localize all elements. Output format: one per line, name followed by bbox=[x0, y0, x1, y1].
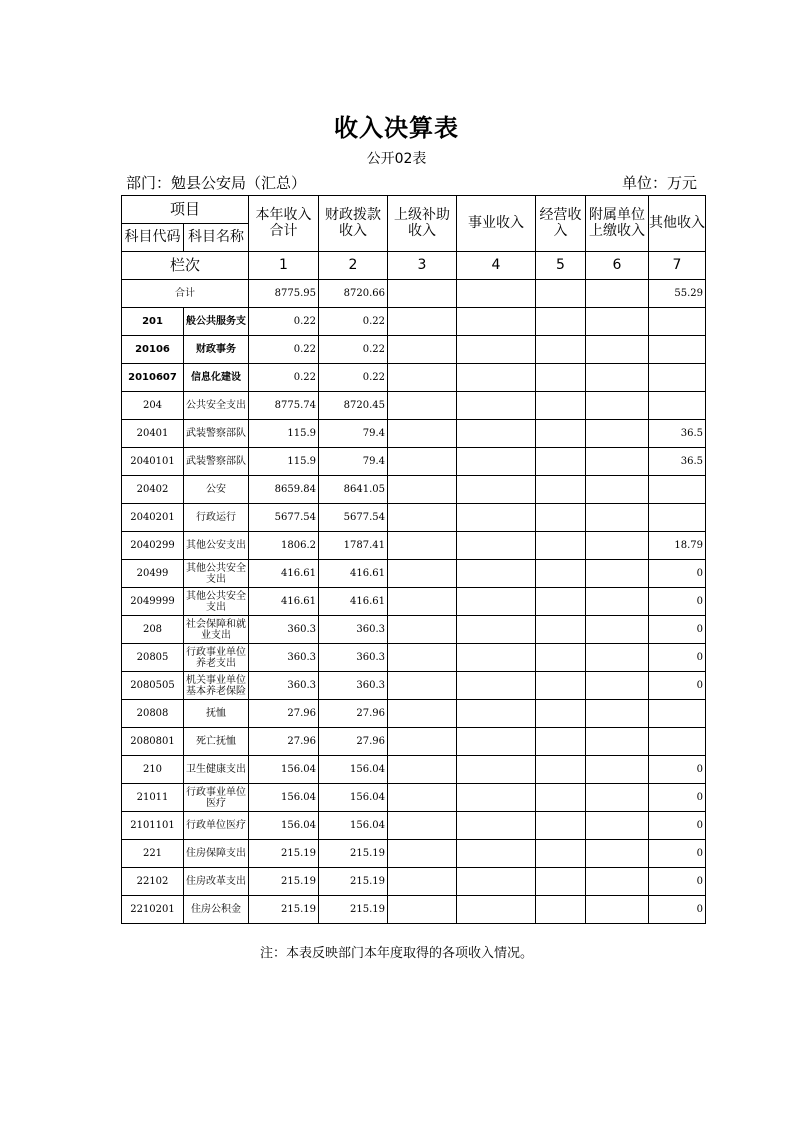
empty-cell bbox=[388, 560, 457, 588]
empty-cell bbox=[388, 532, 457, 560]
other-cell: 0 bbox=[649, 672, 706, 700]
fiscal-cell: 360.3 bbox=[319, 616, 388, 644]
other-cell bbox=[649, 336, 706, 364]
table-row bbox=[122, 560, 706, 588]
name-cell: 住房改革支出 bbox=[184, 868, 249, 896]
other-cell: 0 bbox=[649, 896, 706, 924]
empty-cell bbox=[388, 700, 457, 728]
table-row bbox=[122, 532, 706, 560]
total-cell: 115.9 bbox=[249, 448, 319, 476]
total-cell: 360.3 bbox=[249, 616, 319, 644]
code-cell: 2010607 bbox=[122, 364, 184, 392]
table-row bbox=[122, 476, 706, 504]
name-cell: 行政事业单位医疗 bbox=[184, 784, 249, 812]
header-index: 1 bbox=[249, 252, 319, 280]
total-cell: 27.96 bbox=[249, 700, 319, 728]
fiscal-cell: 156.04 bbox=[319, 756, 388, 784]
total-cell: 156.04 bbox=[249, 756, 319, 784]
total-cell: 1806.2 bbox=[249, 532, 319, 560]
empty-cell bbox=[457, 308, 536, 336]
total-cell: 8775.74 bbox=[249, 392, 319, 420]
empty-cell bbox=[388, 672, 457, 700]
fiscal-cell: 215.19 bbox=[319, 840, 388, 868]
empty-cell bbox=[388, 308, 457, 336]
code-cell: 2101101 bbox=[122, 812, 184, 840]
fiscal-cell: 0.22 bbox=[319, 308, 388, 336]
name-cell: 机关事业单位基本养老保险 bbox=[184, 672, 249, 700]
empty-cell bbox=[586, 392, 649, 420]
empty-cell bbox=[586, 504, 649, 532]
code-cell: 20808 bbox=[122, 700, 184, 728]
header-superior: 上级补助收入 bbox=[388, 196, 457, 252]
empty-cell bbox=[586, 448, 649, 476]
table-row bbox=[122, 728, 706, 756]
other-cell: 0 bbox=[649, 616, 706, 644]
total-label: 合计 bbox=[122, 280, 249, 308]
empty-cell bbox=[536, 896, 586, 924]
table-row bbox=[122, 644, 706, 672]
empty-cell bbox=[388, 448, 457, 476]
empty-cell bbox=[457, 588, 536, 616]
other-cell bbox=[649, 364, 706, 392]
empty-cell bbox=[388, 756, 457, 784]
fiscal-cell: 8720.66 bbox=[319, 280, 388, 308]
name-cell: 行政运行 bbox=[184, 504, 249, 532]
table-row bbox=[122, 336, 706, 364]
other-cell: 0 bbox=[649, 812, 706, 840]
empty-cell bbox=[457, 728, 536, 756]
header-code: 科目代码 bbox=[122, 224, 184, 252]
code-cell: 210 bbox=[122, 756, 184, 784]
empty-cell bbox=[457, 756, 536, 784]
table-row bbox=[122, 420, 706, 448]
table-row bbox=[122, 308, 706, 336]
total-cell: 5677.54 bbox=[249, 504, 319, 532]
empty-cell bbox=[388, 616, 457, 644]
empty-cell bbox=[536, 728, 586, 756]
name-cell: 社会保障和就业支出 bbox=[184, 616, 249, 644]
empty-cell bbox=[586, 616, 649, 644]
empty-cell bbox=[388, 364, 457, 392]
table-row bbox=[122, 616, 706, 644]
code-cell: 208 bbox=[122, 616, 184, 644]
empty-cell bbox=[457, 280, 536, 308]
empty-cell bbox=[536, 756, 586, 784]
fiscal-cell: 79.4 bbox=[319, 448, 388, 476]
empty-cell bbox=[586, 588, 649, 616]
fiscal-cell: 8641.05 bbox=[319, 476, 388, 504]
header-business: 事业收入 bbox=[457, 196, 536, 252]
fiscal-cell: 27.96 bbox=[319, 700, 388, 728]
total-cell: 115.9 bbox=[249, 420, 319, 448]
empty-cell bbox=[536, 392, 586, 420]
fiscal-cell: 1787.41 bbox=[319, 532, 388, 560]
table-row bbox=[122, 784, 706, 812]
empty-cell bbox=[388, 812, 457, 840]
header-index: 4 bbox=[457, 252, 536, 280]
code-cell: 20401 bbox=[122, 420, 184, 448]
fiscal-cell: 156.04 bbox=[319, 812, 388, 840]
page-title: 收入决算表 bbox=[334, 114, 459, 142]
empty-cell bbox=[388, 784, 457, 812]
table-row bbox=[122, 672, 706, 700]
empty-cell bbox=[388, 896, 457, 924]
empty-cell bbox=[536, 532, 586, 560]
table-row bbox=[122, 700, 706, 728]
empty-cell bbox=[586, 476, 649, 504]
table-row bbox=[122, 588, 706, 616]
fiscal-cell: 0.22 bbox=[319, 336, 388, 364]
empty-cell bbox=[586, 532, 649, 560]
other-cell bbox=[649, 728, 706, 756]
empty-cell bbox=[388, 504, 457, 532]
other-cell: 0 bbox=[649, 784, 706, 812]
total-row bbox=[122, 280, 706, 308]
other-cell: 0 bbox=[649, 756, 706, 784]
empty-cell bbox=[586, 420, 649, 448]
fiscal-cell: 215.19 bbox=[319, 896, 388, 924]
name-cell: 财政事务 bbox=[184, 336, 249, 364]
empty-cell bbox=[457, 420, 536, 448]
total-cell: 8775.95 bbox=[249, 280, 319, 308]
table-row bbox=[122, 504, 706, 532]
empty-cell bbox=[586, 784, 649, 812]
code-cell: 20805 bbox=[122, 644, 184, 672]
total-cell: 0.22 bbox=[249, 308, 319, 336]
table-body bbox=[122, 280, 706, 924]
code-cell: 20499 bbox=[122, 560, 184, 588]
empty-cell bbox=[457, 868, 536, 896]
total-cell: 27.96 bbox=[249, 728, 319, 756]
other-cell bbox=[649, 700, 706, 728]
table-number: 公开02表 bbox=[366, 151, 427, 167]
empty-cell bbox=[457, 560, 536, 588]
header-project: 项目 bbox=[122, 196, 249, 224]
empty-cell bbox=[457, 392, 536, 420]
empty-cell bbox=[457, 840, 536, 868]
total-cell: 416.61 bbox=[249, 560, 319, 588]
empty-cell bbox=[586, 868, 649, 896]
other-cell: 0 bbox=[649, 868, 706, 896]
empty-cell bbox=[536, 616, 586, 644]
code-cell: 20402 bbox=[122, 476, 184, 504]
header-fiscal: 财政拨款收入 bbox=[319, 196, 388, 252]
empty-cell bbox=[536, 504, 586, 532]
code-cell: 221 bbox=[122, 840, 184, 868]
empty-cell bbox=[536, 812, 586, 840]
empty-cell bbox=[586, 280, 649, 308]
empty-cell bbox=[388, 420, 457, 448]
fiscal-cell: 156.04 bbox=[319, 784, 388, 812]
fiscal-cell: 360.3 bbox=[319, 644, 388, 672]
empty-cell bbox=[536, 476, 586, 504]
empty-cell bbox=[586, 336, 649, 364]
other-cell: 0 bbox=[649, 588, 706, 616]
code-cell: 2040299 bbox=[122, 532, 184, 560]
empty-cell bbox=[388, 728, 457, 756]
empty-cell bbox=[536, 280, 586, 308]
empty-cell bbox=[457, 476, 536, 504]
code-cell: 2040101 bbox=[122, 448, 184, 476]
empty-cell bbox=[536, 336, 586, 364]
table-row bbox=[122, 868, 706, 896]
other-cell: 36.5 bbox=[649, 420, 706, 448]
fiscal-cell: 416.61 bbox=[319, 560, 388, 588]
name-cell: 信息化建设 bbox=[184, 364, 249, 392]
total-cell: 215.19 bbox=[249, 840, 319, 868]
empty-cell bbox=[388, 280, 457, 308]
empty-cell bbox=[586, 700, 649, 728]
total-cell: 0.22 bbox=[249, 364, 319, 392]
fiscal-cell: 0.22 bbox=[319, 364, 388, 392]
fiscal-cell: 27.96 bbox=[319, 728, 388, 756]
name-cell: 住房保障支出 bbox=[184, 840, 249, 868]
empty-cell bbox=[586, 560, 649, 588]
empty-cell bbox=[457, 532, 536, 560]
code-cell: 2040201 bbox=[122, 504, 184, 532]
other-cell bbox=[649, 308, 706, 336]
name-cell: 武装警察部队 bbox=[184, 448, 249, 476]
other-cell: 0 bbox=[649, 560, 706, 588]
empty-cell bbox=[536, 364, 586, 392]
empty-cell bbox=[586, 364, 649, 392]
empty-cell bbox=[388, 476, 457, 504]
table-row bbox=[122, 840, 706, 868]
empty-cell bbox=[586, 840, 649, 868]
code-cell: 2080801 bbox=[122, 728, 184, 756]
total-cell: 0.22 bbox=[249, 336, 319, 364]
name-cell: 行政单位医疗 bbox=[184, 812, 249, 840]
total-cell: 215.19 bbox=[249, 896, 319, 924]
empty-cell bbox=[586, 308, 649, 336]
fiscal-cell: 79.4 bbox=[319, 420, 388, 448]
name-cell: 公共安全支出 bbox=[184, 392, 249, 420]
empty-cell bbox=[586, 756, 649, 784]
empty-cell bbox=[536, 784, 586, 812]
other-cell: 0 bbox=[649, 840, 706, 868]
empty-cell bbox=[536, 700, 586, 728]
header-operating: 经营收入 bbox=[536, 196, 586, 252]
total-cell: 8659.84 bbox=[249, 476, 319, 504]
empty-cell bbox=[536, 588, 586, 616]
empty-cell bbox=[536, 868, 586, 896]
empty-cell bbox=[536, 448, 586, 476]
empty-cell bbox=[457, 644, 536, 672]
code-cell: 2080505 bbox=[122, 672, 184, 700]
total-cell: 156.04 bbox=[249, 784, 319, 812]
name-cell: 其他公共安全支出 bbox=[184, 588, 249, 616]
name-cell: 死亡抚恤 bbox=[184, 728, 249, 756]
empty-cell bbox=[388, 644, 457, 672]
table-row bbox=[122, 756, 706, 784]
empty-cell bbox=[457, 504, 536, 532]
other-cell: 55.29 bbox=[649, 280, 706, 308]
name-cell: 其他公安支出 bbox=[184, 532, 249, 560]
code-cell: 20106 bbox=[122, 336, 184, 364]
code-cell: 2210201 bbox=[122, 896, 184, 924]
empty-cell bbox=[388, 868, 457, 896]
table-row bbox=[122, 896, 706, 924]
code-cell: 204 bbox=[122, 392, 184, 420]
fiscal-cell: 8720.45 bbox=[319, 392, 388, 420]
other-cell bbox=[649, 504, 706, 532]
table-row bbox=[122, 364, 706, 392]
header-index: 7 bbox=[649, 252, 706, 280]
code-cell: 21011 bbox=[122, 784, 184, 812]
empty-cell bbox=[536, 560, 586, 588]
empty-cell bbox=[586, 896, 649, 924]
empty-cell bbox=[457, 448, 536, 476]
empty-cell bbox=[388, 336, 457, 364]
other-cell: 0 bbox=[649, 644, 706, 672]
empty-cell bbox=[457, 700, 536, 728]
fiscal-cell: 416.61 bbox=[319, 588, 388, 616]
name-cell: 行政事业单位养老支出 bbox=[184, 644, 249, 672]
empty-cell bbox=[388, 840, 457, 868]
unit-label: 单位：万元 bbox=[621, 174, 697, 192]
empty-cell bbox=[586, 644, 649, 672]
name-cell: 抚恤 bbox=[184, 700, 249, 728]
empty-cell bbox=[586, 672, 649, 700]
empty-cell bbox=[457, 896, 536, 924]
header-affiliated: 附属单位上缴收入 bbox=[586, 196, 649, 252]
empty-cell bbox=[536, 672, 586, 700]
total-cell: 215.19 bbox=[249, 868, 319, 896]
code-cell: 2049999 bbox=[122, 588, 184, 616]
name-cell: 卫生健康支出 bbox=[184, 756, 249, 784]
other-cell bbox=[649, 392, 706, 420]
name-cell: 公安 bbox=[184, 476, 249, 504]
table-row bbox=[122, 392, 706, 420]
empty-cell bbox=[388, 588, 457, 616]
other-cell: 36.5 bbox=[649, 448, 706, 476]
department-label: 部门：勉县公安局（汇总） bbox=[126, 174, 307, 192]
other-cell: 18.79 bbox=[649, 532, 706, 560]
header-index: 5 bbox=[536, 252, 586, 280]
name-cell: 般公共服务支 bbox=[184, 308, 249, 336]
name-cell: 武装警察部队 bbox=[184, 420, 249, 448]
header-index: 6 bbox=[586, 252, 649, 280]
empty-cell bbox=[536, 840, 586, 868]
empty-cell bbox=[457, 672, 536, 700]
empty-cell bbox=[388, 392, 457, 420]
empty-cell bbox=[457, 364, 536, 392]
empty-cell bbox=[536, 644, 586, 672]
table-row bbox=[122, 812, 706, 840]
empty-cell bbox=[457, 812, 536, 840]
code-cell: 201 bbox=[122, 308, 184, 336]
header-index: 2 bbox=[319, 252, 388, 280]
fiscal-cell: 5677.54 bbox=[319, 504, 388, 532]
empty-cell bbox=[457, 616, 536, 644]
empty-cell bbox=[536, 420, 586, 448]
empty-cell bbox=[457, 784, 536, 812]
header-index-label: 栏次 bbox=[122, 252, 249, 280]
other-cell bbox=[649, 476, 706, 504]
header-index: 3 bbox=[388, 252, 457, 280]
total-cell: 360.3 bbox=[249, 644, 319, 672]
name-cell: 住房公积金 bbox=[184, 896, 249, 924]
total-cell: 416.61 bbox=[249, 588, 319, 616]
empty-cell bbox=[536, 308, 586, 336]
name-cell: 其他公共安全支出 bbox=[184, 560, 249, 588]
total-cell: 360.3 bbox=[249, 672, 319, 700]
header-other: 其他收入 bbox=[649, 196, 706, 252]
income-table bbox=[121, 195, 706, 924]
fiscal-cell: 215.19 bbox=[319, 868, 388, 896]
footnote: 注：本表反映部门本年度取得的各项收入情况。 bbox=[259, 946, 533, 961]
empty-cell bbox=[586, 812, 649, 840]
empty-cell bbox=[586, 728, 649, 756]
table-row bbox=[122, 448, 706, 476]
header-name: 科目名称 bbox=[184, 224, 249, 252]
code-cell: 22102 bbox=[122, 868, 184, 896]
fiscal-cell: 360.3 bbox=[319, 672, 388, 700]
header-total: 本年收入合计 bbox=[249, 196, 319, 252]
empty-cell bbox=[457, 336, 536, 364]
total-cell: 156.04 bbox=[249, 812, 319, 840]
